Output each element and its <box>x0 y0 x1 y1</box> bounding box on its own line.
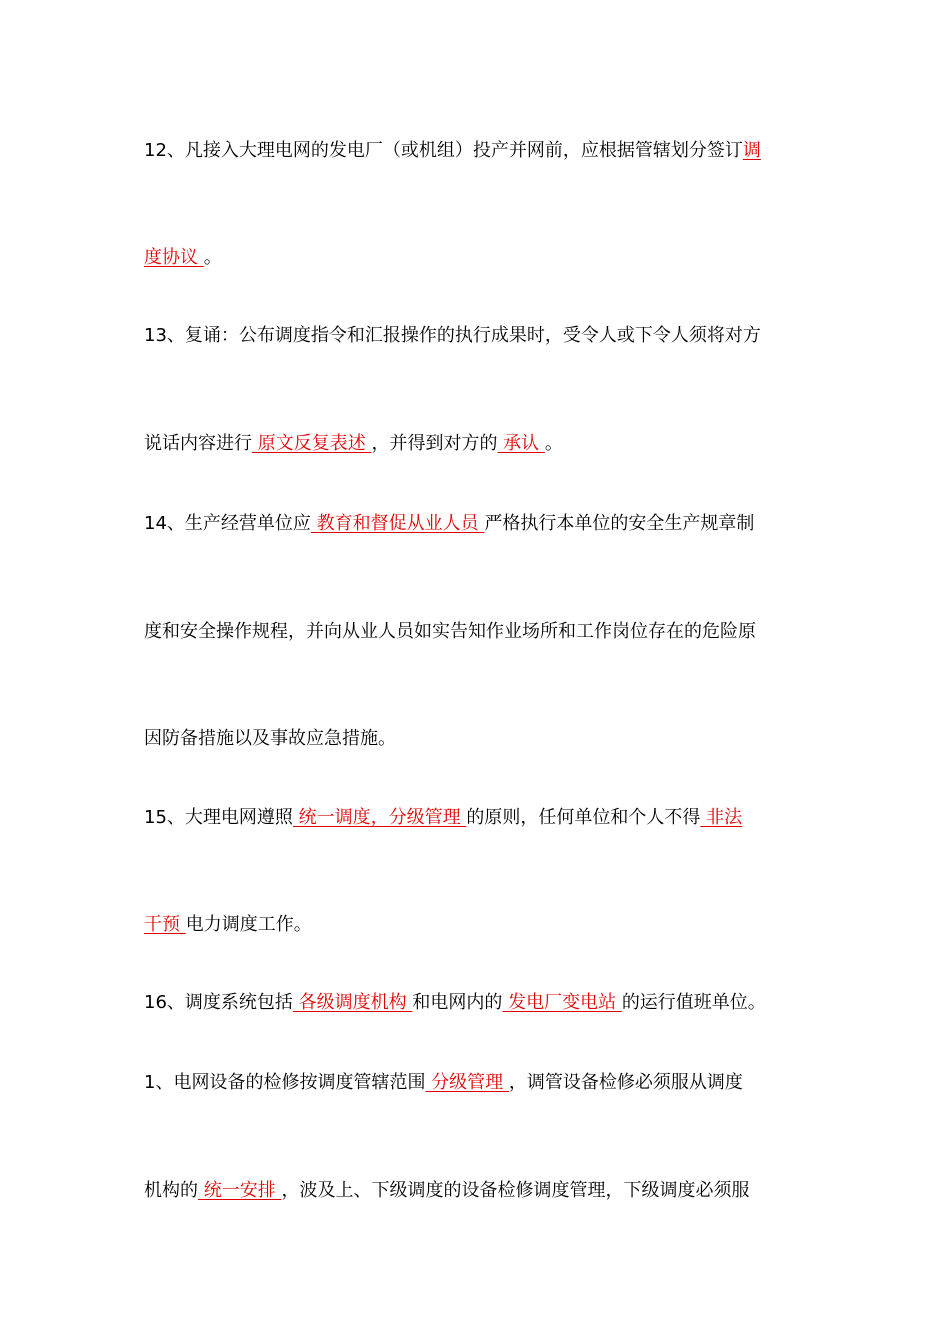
q1-answer-1: 分级管理 <box>425 1072 509 1093</box>
q12-text-end: 。 <box>203 247 222 268</box>
q1-line-1 <box>144 1071 824 1095</box>
q13-text-a: 说话内容进行 <box>144 433 252 454</box>
q15-text-a: 15、大理电网遵照 <box>144 807 293 828</box>
q12-answer-part-2: 度协议 <box>144 247 204 268</box>
q15-text-b: 的原则，任何单位和个人不得 <box>466 807 701 828</box>
q12-answer-part-1: 调 <box>742 140 761 161</box>
q14-text-b: 严格执行本单位的安全生产规章制 <box>484 513 755 534</box>
q13-text: 13、复诵：公布调度指令和汇报操作的执行成果时，受令人或下令人须将对方 <box>144 325 761 346</box>
q14-text-line2: 度和安全操作规程，并向从业人员如实告知作业场所和工作岗位存在的危险原 <box>144 621 756 642</box>
q14-line-3 <box>144 727 824 751</box>
q14-answer: 教育和督促从业人员 <box>310 513 485 534</box>
q15-text-end: 电力调度工作。 <box>185 914 312 935</box>
q13-answer-2: 承认 <box>497 433 545 454</box>
q16-answer-2: 发电厂变电站 <box>502 992 622 1013</box>
q1-text-b: ，调管设备检修必须服从调度 <box>508 1072 743 1093</box>
q16-line-1 <box>144 991 824 1015</box>
q14-text-a: 14、生产经营单位应 <box>144 513 311 534</box>
q15-answer-2-part-1: 非法 <box>700 807 743 828</box>
q15-line-2 <box>144 913 824 937</box>
q15-line-1 <box>144 806 824 830</box>
q12-line-2 <box>144 246 824 270</box>
q1-line-2 <box>144 1179 824 1203</box>
q12-line-1 <box>144 139 824 163</box>
q16-text-a: 16、调度系统包括 <box>144 992 293 1013</box>
q13-text-c: 。 <box>544 433 563 454</box>
q16-answer-1: 各级调度机构 <box>292 992 413 1013</box>
q13-line-1 <box>144 324 824 348</box>
q12-text: 12、凡接入大理电网的发电厂（或机组）投产并网前，应根据管辖划分签订 <box>144 140 743 161</box>
q15-answer-1: 统一调度，分级管理 <box>292 807 467 828</box>
q1-text-d: ，波及上、下级调度的设备检修调度管理，下级调度必须服 <box>281 1180 750 1201</box>
q14-text-line3: 因防备措施以及事故应急措施。 <box>144 728 396 749</box>
q13-line-2 <box>144 432 824 456</box>
q15-answer-2-part-2: 干预 <box>144 914 186 935</box>
q13-text-b: ，并得到对方的 <box>371 433 498 454</box>
q13-answer-1: 原文反复表述 <box>252 433 372 454</box>
q16-text-c: 的运行值班单位。 <box>621 992 766 1013</box>
q16-text-b: 和电网内的 <box>412 992 503 1013</box>
q1-text-c: 机构的 <box>144 1180 198 1201</box>
q1-answer-2: 统一安排 <box>198 1180 282 1201</box>
q14-line-1 <box>144 512 824 536</box>
q1-text-a: 1、电网设备的检修按调度管辖范围 <box>144 1072 426 1093</box>
q14-line-2 <box>144 620 824 644</box>
